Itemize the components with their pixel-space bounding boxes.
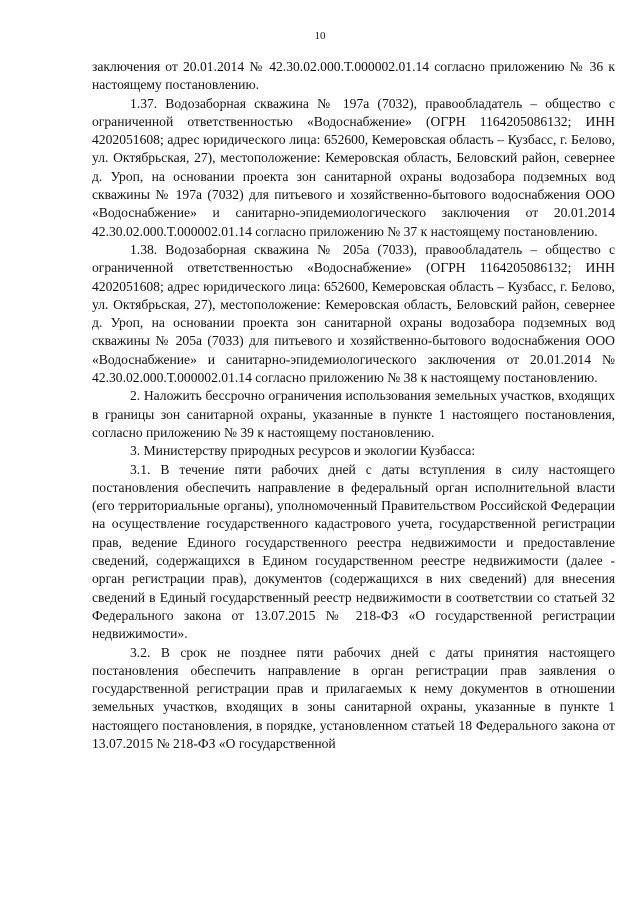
paragraph-continuation: заключения от 20.01.2014 № 42.30.02.000.Т.000002.01.14 согласно приложению № 36 к настоящему постановлению.: [92, 59, 615, 93]
paragraph-1-37: 1.37. Водозаборная скважина № 197а (7032), правообладатель – общество с ограниченной ответственностью «Водоснабжение» (ОГРН 1164205086132; ИНН 4202051608; адрес юридического лица: 652600, Кемеровская область – Кузбасс, г. Белово, ул. Октябрьская, 27), местоположение: Кемеровская область, Беловский район, севернее д. Уроп, на основании проекта зон санитарной охраны водозабора подземных вод скважины № 197а (7032) для питьевого и хозяйственно-бытового водоснабжения ООО «Водоснабжение» и санитарно-эпидемиологического заключения от 20.01.2014 42.30.02.000.Т.000002.01.14 согласно приложению № 37 к настоящему постановлению.: [92, 95, 615, 239]
paragraph-3: 3. Министерству природных ресурсов и экологии Кузбасса:: [130, 443, 476, 459]
document-body: [92, 58, 615, 753]
page-number: 10: [314, 30, 326, 42]
paragraph-3-1: 3.1. В течение пяти рабочих дней с даты вступления в силу настоящего постановления обеспечить направление в федеральный орган исполнительной власти (его территориальные органы), уполномоченный Правительством Российской Федерации на осуществление государственного кадастрового учета, государственной регистрации прав, ведение Единого государственного реестра недвижимости и предоставление сведений, содержащихся в Едином государственном реестре недвижимости (далее - орган регистрации прав), документов (содержащихся в них сведений) для внесения сведений в Единый государственный реестр недвижимости в соответствии со статьей 32 Федерального закона от 13.07.2015 № 218-ФЗ «О государственной регистрации недвижимости».: [92, 461, 615, 642]
paragraph-1-38: 1.38. Водозаборная скважина № 205а (7033), правообладатель – общество с ограниченной ответственностью «Водоснабжение» (ОГРН 1164205086132; ИНН 4202051608; адрес юридического лица: 652600, Кемеровская область – Кузбасс, г. Белово, ул. Октябрьская, 27), местоположение: Кемеровская область, Беловский район, севернее д. Уроп, на основании проекта зон санитарной охраны водозабора подземных вод скважины № 205а (7033) для питьевого и хозяйственно-бытового водоснабжения ООО «Водоснабжение» и санитарно-эпидемиологического заключения от 20.01.2014 № 42.30.02.000.Т.000002.01.14 согласно приложению № 38 к настоящему постановлению.: [92, 241, 615, 386]
paragraph-2: 2. Наложить бессрочно ограничения использования земельных участков, входящих в границы зон санитарной охраны, указанные в пункте 1 настоящего постановления, согласно приложению № 39 к настоящему постановлению.: [92, 388, 615, 440]
paragraph-3-2: 3.2. В срок не позднее пяти рабочих дней с даты принятия настоящего постановления обеспечить направление в орган регистрации прав заявления о государственной регистрации прав и прилагаемых к нему документов в отношении земельных участков, входящих в зоны санитарной охраны, указанные в пункте 1 настоящего постановления, в порядке, установленном статьей 18 Федерального закона от 13.07.2015 № 218-ФЗ «О государственной: [92, 644, 615, 751]
